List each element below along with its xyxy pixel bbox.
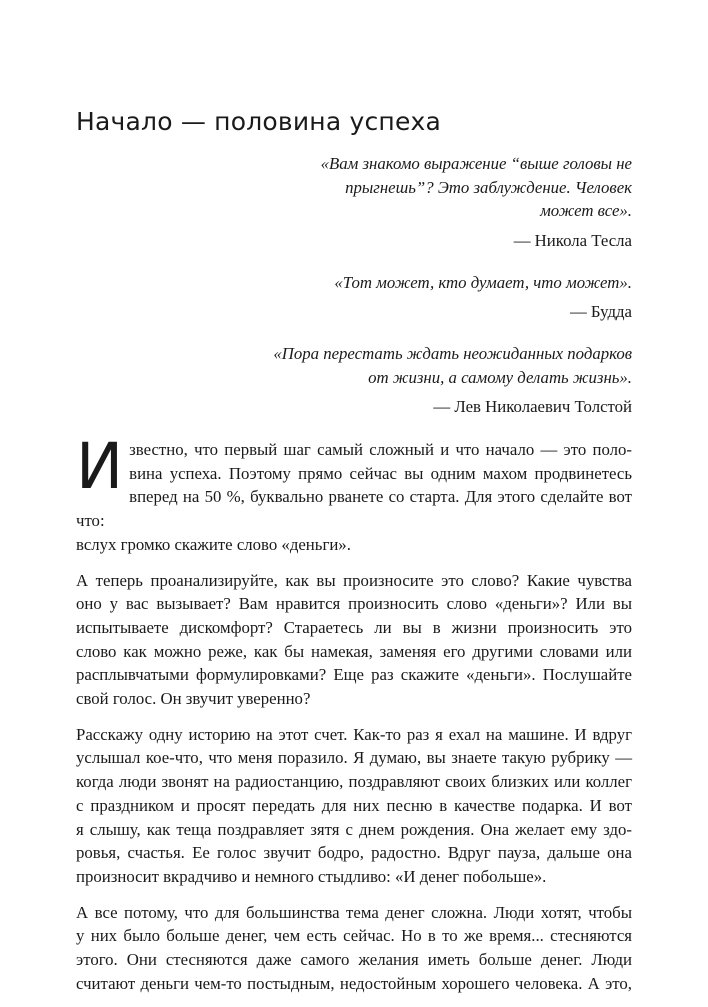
- paragraph: [76, 723, 632, 889]
- text-line: этого. Они стесняются даже самого желания иметь больше денег. Люди: [76, 950, 632, 970]
- text-line: оно у вас вызывает? Вам нравится произносить слово «деньги»? Или вы: [76, 594, 632, 614]
- quote-line: прыгнешь”? Это заблуждение. Человек: [345, 177, 632, 197]
- text-line: свой голос. Он звучит уверенно?: [76, 689, 311, 709]
- chapter-title: Начало — половина успеха: [76, 107, 442, 136]
- quote-line: от жизни, а самому делать жизнь».: [368, 367, 632, 387]
- text-line: слово как можно реже, как бы намекая, заменяя его другими словами или: [76, 641, 632, 661]
- paragraph: [76, 430, 632, 557]
- paragraph: [76, 901, 632, 996]
- paragraph: [76, 569, 632, 711]
- epigraph: [230, 271, 632, 325]
- text-line: вслух громко скажите слово «деньги».: [76, 534, 351, 554]
- epigraph: [230, 152, 632, 253]
- text-line: услышал кое-что, что меня поразило. Я думаю, вы знаете такую рубрику —: [76, 748, 632, 768]
- text-line: вина успеха. Поэтому прямо сейчас вы одним махом продвинетесь: [129, 463, 632, 483]
- epigraphs: [230, 152, 632, 433]
- text-line: А теперь проанализируйте, как вы произносите это слово? Какие чувства: [76, 570, 632, 590]
- text-line: у них было больше денег, чем есть сейчас. Но в то же время... стесняются: [76, 926, 632, 946]
- text-line: Расскажу одну историю на этот счет. Как-то раз я ехал на машине. И вдруг: [76, 724, 632, 744]
- text-line: произносит вкрадчиво и немного стыдливо: «И денег побольше».: [76, 866, 547, 886]
- text-line: с праздником и просят передать для них песню в качестве подарка. И вот: [76, 795, 632, 815]
- epigraph-quote: [230, 342, 632, 389]
- text-line: когда люди звонят на радиостанцию, поздравляют своих близких или коллег: [76, 772, 632, 792]
- epigraph-quote: [230, 271, 632, 295]
- text-line: испытываете дискомфорт? Стараетесь ли вы в жизни произносить это: [76, 617, 632, 637]
- text-line: я слышу, как теща поздравляет зятя с днем рождения. Она желает ему здо-: [76, 819, 632, 839]
- epigraph-author: — Будда: [569, 302, 632, 321]
- text-line: А все потому, что для большинства тема денег сложна. Люди хотят, чтобы: [76, 902, 632, 922]
- drop-cap: И: [76, 430, 124, 503]
- quote-line: «Тот может, кто думает, что может».: [334, 272, 632, 292]
- text-line: расплывчатыми формулировками? Еще раз скажите «деньги». Послушайте: [76, 665, 632, 685]
- epigraph-quote: [230, 152, 632, 223]
- quote-line: «Пора перестать ждать неожиданных подарков: [273, 344, 632, 363]
- body-text: [76, 430, 632, 1007]
- text-line: звестно, что первый шаг самый сложный и что начало — это поло-: [129, 440, 632, 459]
- epigraph: [230, 342, 632, 419]
- quote-line: «Вам знакомо выражение “выше головы не: [320, 154, 632, 173]
- text-line: считают деньги чем-то постыдным, недостойным хорошего человека. А это,: [76, 973, 632, 993]
- epigraph-author: — Лев Николаевич Толстой: [433, 397, 632, 416]
- epigraph-author: — Никола Тесла: [513, 230, 632, 250]
- quote-line: может все».: [540, 201, 632, 220]
- text-line: ровья, счастья. Ее голос звучит бодро, радостно. Вдруг пауза, дальше она: [76, 843, 632, 863]
- text-line: вперед на 50 %, буквально рванете со старта. Для этого сделайте вот что:: [76, 487, 632, 531]
